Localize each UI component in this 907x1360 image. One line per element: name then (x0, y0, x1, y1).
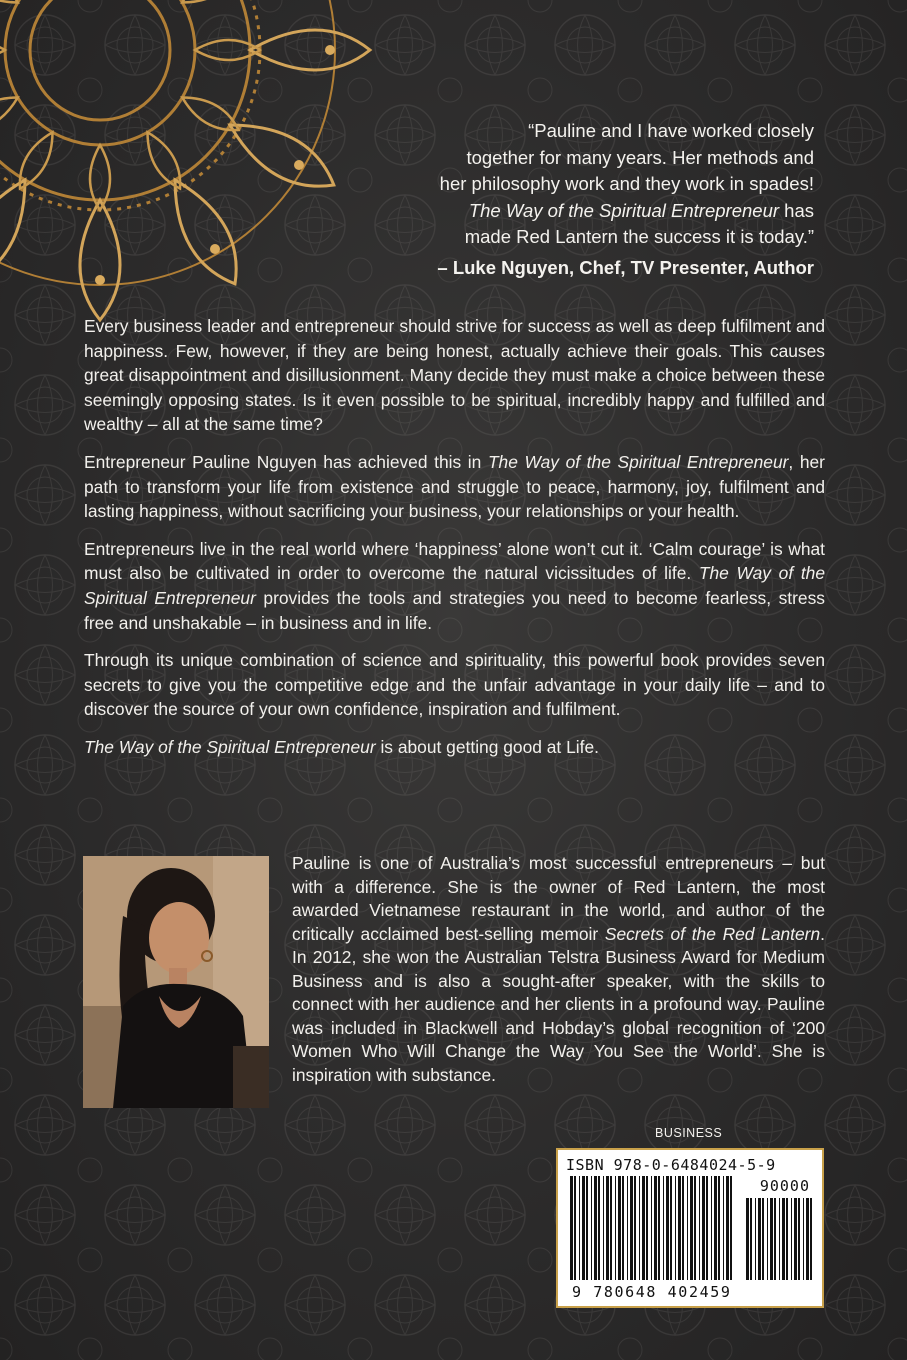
barcode-bar (682, 1176, 684, 1280)
barcode-bar (702, 1176, 705, 1280)
barcode-bar (718, 1176, 720, 1280)
barcode-bar (606, 1176, 609, 1280)
barcode-bar (699, 1176, 700, 1280)
barcode-bar (598, 1176, 600, 1280)
barcode-bar (586, 1176, 588, 1280)
barcode-bar (755, 1198, 756, 1280)
quote-line: made Red Lantern the success it is today.” (464, 226, 814, 247)
isbn-number: ISBN 978-0-6484024-5-9 (566, 1156, 776, 1174)
supplement-barcode-bars (744, 1198, 814, 1280)
gold-mandala-ornament (0, 0, 380, 330)
barcode-bar (786, 1198, 788, 1280)
barcode-bar (758, 1198, 761, 1280)
quote-line (334, 198, 814, 225)
author-portrait-image (83, 856, 269, 1108)
book-title: The Way of the Spiritual Entrepreneur (487, 451, 789, 472)
barcode-bar (582, 1176, 585, 1280)
barcode-bar (723, 1176, 724, 1280)
barcode-bar (574, 1176, 576, 1280)
paragraph-text: Entrepreneurs live in the real world where ‘happiness’ alone won’t cut it. ‘Calm courage’ is what must also be cultivated in order to overcome the natural vicissitudes of life. (84, 538, 825, 584)
price-code: 90000 (759, 1177, 810, 1195)
barcode-bar (726, 1176, 729, 1280)
book-title: The Way of the Spiritual Entrepreneur (468, 199, 780, 221)
barcode-bar (694, 1176, 696, 1280)
quote-line: her philosophy work and they work in spades! (439, 173, 814, 194)
barcode-bar (774, 1198, 776, 1280)
barcode-bar (750, 1198, 752, 1280)
author-bio (292, 852, 825, 1087)
barcode-bar (746, 1198, 749, 1280)
quote-line: together for many years. Her methods and (466, 146, 814, 168)
barcode-bar (634, 1176, 636, 1280)
description-paragraph (84, 735, 825, 760)
paragraph-text: provides the tools and strategies you need to become fearless, stress free and unshakable – in business and in life. (84, 587, 825, 633)
barcode-bar (798, 1198, 800, 1280)
barcode-bar (603, 1176, 604, 1280)
barcode-bar (687, 1176, 688, 1280)
barcode-bar (666, 1176, 669, 1280)
barcode-bar (615, 1176, 616, 1280)
barcode-bar (803, 1198, 804, 1280)
book-title: The Way of the Spiritual Entrepreneur (84, 563, 825, 608)
barcode-bar (762, 1198, 764, 1280)
barcode-bar (570, 1176, 573, 1280)
barcode-bar (779, 1198, 780, 1280)
barcode-bar (639, 1176, 640, 1280)
barcode-bar (630, 1176, 633, 1280)
ean-digits: 9 780648 402459 (572, 1283, 732, 1301)
testimonial-quote (334, 118, 814, 281)
memoir-title: Secrets of the Red Lantern (604, 923, 821, 944)
barcode-bar (594, 1176, 597, 1280)
barcode-bar (654, 1176, 657, 1280)
quote-text: has (779, 199, 814, 221)
barcode-bar (791, 1198, 792, 1280)
description-paragraph: Every business leader and entrepreneur should strive for success as well as deep fulfilment and happiness. Few, however, if they are being honest, actually achieve their goals. This causes great disappointment and disillusionment. Many decide they must make a choice between these seemingly opposing states. Is it even possible to be spiritual, incredibly happy and fulfilled and wealthy – all at the same time? (84, 316, 825, 435)
book-title: The Way of the Spiritual Entrepreneur (84, 736, 376, 757)
barcode-bar (591, 1176, 592, 1280)
ean-barcode-bars (568, 1176, 736, 1280)
barcode-bar (770, 1198, 773, 1280)
barcode-bar (663, 1176, 664, 1280)
bio-text: . In 2012, she won the Australian Telstra Business Award for Medium Business and is also a sought-after speaker, with the skills to connect with her audience and her clients in a profound way. Pauline was included in Blackwell and Hobday’s global recognition of ‘200 Women Who Will Change the Way You See the World’. She is inspiration with substance. (292, 923, 825, 1085)
description-paragraph (84, 537, 825, 635)
barcode-bar (622, 1176, 624, 1280)
paragraph-text: , her path to transform your life from existence and struggle to peace, harmony, joy, fulfilment and lasting happiness, without sacrificing your business, your relationships or your health. (84, 451, 825, 522)
barcode-bar (646, 1176, 648, 1280)
barcode-bar (675, 1176, 676, 1280)
barcode-bar (767, 1198, 768, 1280)
quote-line: “Pauline and I have worked closely (528, 120, 814, 141)
barcode-bar (618, 1176, 621, 1280)
barcode-bar (711, 1176, 712, 1280)
barcode-bar (658, 1176, 660, 1280)
barcode-bar (627, 1176, 628, 1280)
barcode-bar (670, 1176, 672, 1280)
book-description (84, 314, 825, 773)
bio-text: Pauline is one of Australia’s most successful entrepreneurs – but with a difference. She is the owner of Red Lantern, the most awarded Vietnamese restaurant in the world, and author of the critically acclaimed best-selling memoir (292, 853, 825, 944)
quote-attribution: – Luke Nguyen, Chef, TV Presenter, Author (437, 256, 814, 278)
author-photo (83, 856, 269, 1108)
barcode-bar (706, 1176, 708, 1280)
barcode-bar (651, 1176, 652, 1280)
description-paragraph: Through its unique combination of science and spirituality, this powerful book provides seven secrets to give you the competitive edge and the unfair advantage in your daily life – and to discover the source of your own confidence, inspiration and fulfilment. (84, 650, 825, 720)
paragraph-text: Entrepreneur Pauline Nguyen has achieved this in (84, 451, 488, 472)
description-paragraph (84, 450, 825, 524)
barcode-bar (642, 1176, 645, 1280)
barcode-bar (610, 1176, 612, 1280)
barcode-bar (730, 1176, 732, 1280)
barcode-bar (794, 1198, 797, 1280)
barcode-bar (690, 1176, 693, 1280)
barcode-bar (714, 1176, 717, 1280)
barcode-bar (806, 1198, 809, 1280)
barcode-bar (678, 1176, 681, 1280)
barcode-bar (782, 1198, 785, 1280)
paragraph-text: is about getting good at Life. (375, 736, 599, 757)
book-category: BUSINESS (655, 1126, 723, 1140)
barcode-bar (810, 1198, 812, 1280)
isbn-barcode (556, 1148, 824, 1308)
barcode-bar (579, 1176, 580, 1280)
